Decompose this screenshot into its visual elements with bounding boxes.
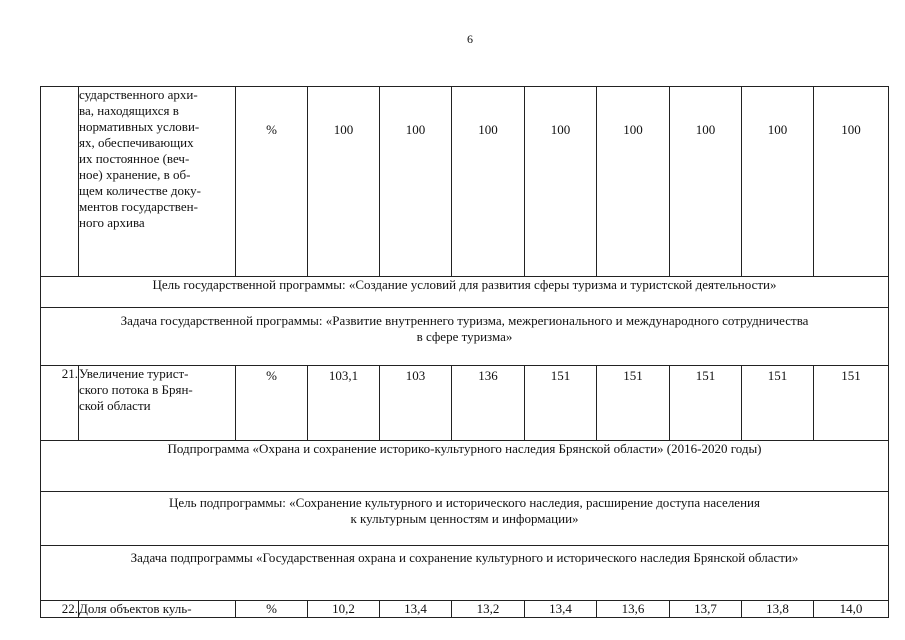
table-row bbox=[41, 366, 889, 441]
value-cell: 100 bbox=[380, 87, 452, 277]
table-row bbox=[41, 277, 889, 308]
heading-line: к культурным ценностям и информации» bbox=[350, 511, 579, 526]
value-cell: 103,1 bbox=[308, 366, 380, 441]
name-line: ва, находящихся в bbox=[79, 103, 179, 118]
value-cell: 100 bbox=[308, 87, 380, 277]
name-line: Увеличение турист- bbox=[79, 366, 189, 381]
program-task-heading bbox=[41, 308, 889, 366]
value-cell: 100 bbox=[597, 87, 670, 277]
value-cell: 151 bbox=[597, 366, 670, 441]
value-cell: 100 bbox=[525, 87, 597, 277]
table-row bbox=[41, 441, 889, 492]
heading-line: Цель подпрограммы: «Сохранение культурного и исторического наследия, расширение доступа населения bbox=[169, 495, 760, 510]
table-row bbox=[41, 546, 889, 601]
subprogram-goal-heading bbox=[41, 492, 889, 546]
unit-cell: % bbox=[236, 601, 308, 618]
unit-cell: % bbox=[236, 366, 308, 441]
name-line: ное) хранение, в об- bbox=[79, 167, 191, 182]
value-cell: 13,8 bbox=[742, 601, 814, 618]
value-cell: 13,6 bbox=[597, 601, 670, 618]
subprogram-heading: Подпрограмма «Охрана и сохранение историко-культурного наследия Брянской области» (2016-2020 годы) bbox=[41, 441, 889, 492]
indicator-name-cell bbox=[79, 87, 236, 277]
indicator-name-cell bbox=[79, 366, 236, 441]
value-cell: 136 bbox=[452, 366, 525, 441]
value-cell: 13,4 bbox=[380, 601, 452, 618]
name-line: сударственного архи- bbox=[79, 87, 198, 102]
value-cell: 103 bbox=[380, 366, 452, 441]
value-cell: 151 bbox=[670, 366, 742, 441]
row-number-cell: 22. bbox=[41, 601, 79, 618]
value-cell: 13,7 bbox=[670, 601, 742, 618]
value-cell: 100 bbox=[452, 87, 525, 277]
row-number-cell: 21. bbox=[41, 366, 79, 441]
name-line: ях, обеспечивающих bbox=[79, 135, 194, 150]
name-line: ментов государствен- bbox=[79, 199, 198, 214]
table-row bbox=[41, 601, 889, 618]
heading-line: Задача государственной программы: «Развитие внутреннего туризма, межрегионального и международного сотрудничества bbox=[120, 313, 809, 328]
value-cell: 13,4 bbox=[525, 601, 597, 618]
value-cell: 151 bbox=[525, 366, 597, 441]
row-number-cell bbox=[41, 87, 79, 277]
heading-line: в сфере туризма» bbox=[416, 329, 513, 344]
value-cell: 100 bbox=[742, 87, 814, 277]
unit-cell: % bbox=[236, 87, 308, 277]
program-goal-heading: Цель государственной программы: «Создание условий для развития сферы туризма и туристской деятельности» bbox=[41, 277, 889, 308]
value-cell: 10,2 bbox=[308, 601, 380, 618]
table-row bbox=[41, 87, 889, 277]
indicators-table bbox=[40, 86, 889, 618]
value-cell: 100 bbox=[670, 87, 742, 277]
name-line: нормативных услови- bbox=[79, 119, 200, 134]
name-line: ного архива bbox=[79, 215, 145, 230]
value-cell: 13,2 bbox=[452, 601, 525, 618]
subprogram-task-heading: Задача подпрограммы «Государственная охрана и сохранение культурного и исторического наследия Брянской области» bbox=[41, 546, 889, 601]
table-row bbox=[41, 308, 889, 366]
value-cell: 100 bbox=[814, 87, 889, 277]
value-cell: 151 bbox=[814, 366, 889, 441]
table-row bbox=[41, 492, 889, 546]
name-line: ского потока в Брян- bbox=[79, 382, 193, 397]
page-number: 6 bbox=[467, 32, 473, 46]
value-cell: 14,0 bbox=[814, 601, 889, 618]
name-line: ской области bbox=[79, 398, 151, 413]
name-line: их постоянное (веч- bbox=[79, 151, 190, 166]
name-line: щем количестве доку- bbox=[79, 183, 201, 198]
indicator-name-cell: Доля объектов куль- bbox=[79, 601, 236, 618]
value-cell: 151 bbox=[742, 366, 814, 441]
